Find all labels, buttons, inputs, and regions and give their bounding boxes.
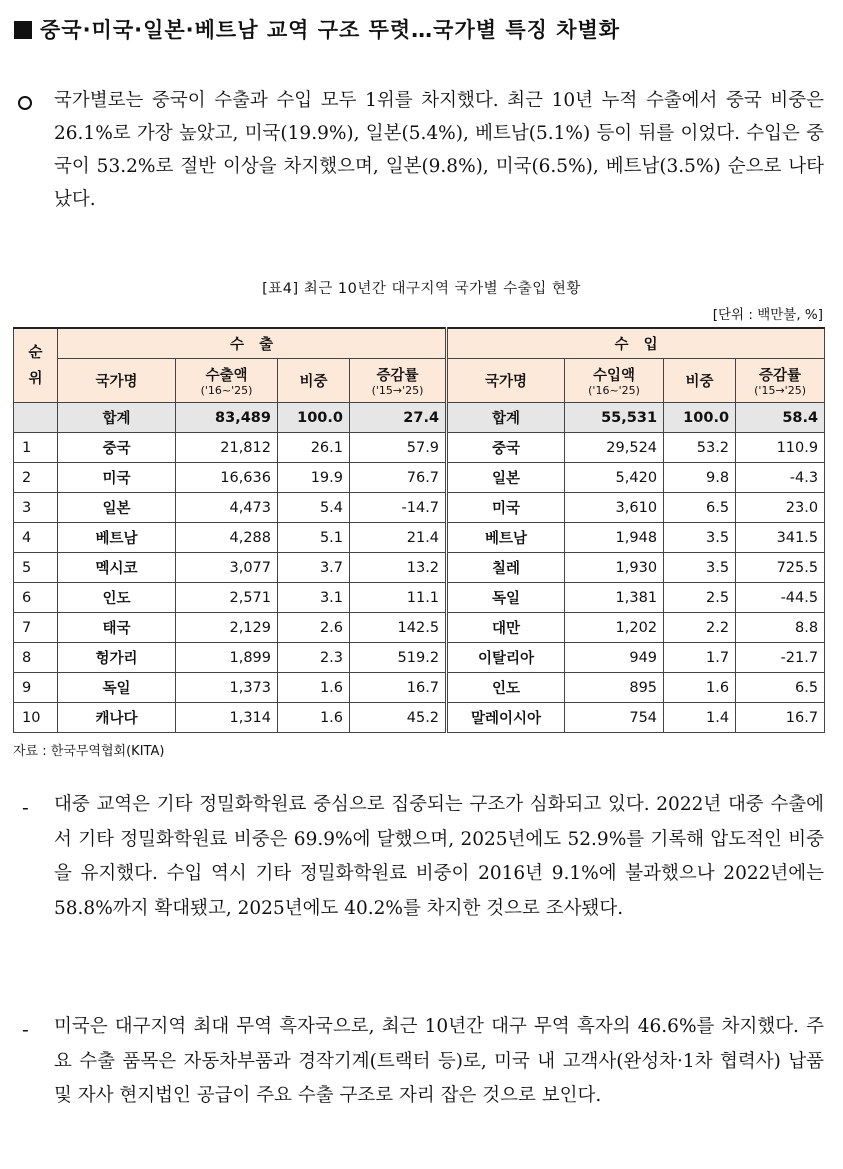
export-change-cell: 76.7 xyxy=(350,463,447,493)
import-change-cell: 8.8 xyxy=(736,613,825,643)
total-export-change: 27.4 xyxy=(350,403,447,433)
export-share-cell: 2.3 xyxy=(278,643,350,673)
import-amount-cell: 949 xyxy=(565,643,664,673)
import-amount-cell: 1,930 xyxy=(565,553,664,583)
import-country-cell: 중국 xyxy=(447,433,565,463)
import-amount-cell: 5,420 xyxy=(565,463,664,493)
import-change-cell: -44.5 xyxy=(736,583,825,613)
paragraph-china-trade: 대중 교역은 기타 정밀화학원료 중심으로 집중되는 구조가 심화되고 있다. 2022년 대중 수출에서 기타 정밀화학원료 비중은 69.9%에 달했으며, 2025년에도 52.9%를 기록해 압도적인 비중을 유지했다. 수입 역시 기타 정밀화학원료 비중이 2016년 9.1%에 불과했으나 2022년에는 58.8%까지 확대됐고, 2025년에도 40.2%를 차지한 것으로 조사됐다. xyxy=(54,794,824,919)
import-share-cell: 1.6 xyxy=(664,673,736,703)
rank-cell: 1 xyxy=(14,433,58,463)
table-row xyxy=(14,703,825,733)
import-group-header: 수 입 xyxy=(447,328,825,359)
rank-cell: 9 xyxy=(14,673,58,703)
import-country-cell: 독일 xyxy=(447,583,565,613)
total-import-share: 100.0 xyxy=(664,403,736,433)
rank-cell: 4 xyxy=(14,523,58,553)
export-share-cell: 3.7 xyxy=(278,553,350,583)
import-amount-cell: 1,202 xyxy=(565,613,664,643)
import-share-cell: 2.5 xyxy=(664,583,736,613)
export-change-cell: 45.2 xyxy=(350,703,447,733)
table-source: 자료 : 한국무역협회(KITA) xyxy=(13,744,165,759)
rank-cell: 10 xyxy=(14,703,58,733)
table-unit: [단위 : 백만불, %] xyxy=(712,307,823,323)
dash-bullet: - xyxy=(22,1017,29,1041)
export-country-cell: 인도 xyxy=(58,583,176,613)
rank-cell: 3 xyxy=(14,493,58,523)
table-row xyxy=(14,553,825,583)
export-share-cell: 1.6 xyxy=(278,673,350,703)
export-amount-cell: 2,571 xyxy=(176,583,278,613)
table-row xyxy=(14,673,825,703)
rank-cell: 7 xyxy=(14,613,58,643)
export-country-header: 국가명 xyxy=(58,359,176,403)
total-import-change: 58.4 xyxy=(736,403,825,433)
export-amount-cell: 3,077 xyxy=(176,553,278,583)
export-amount-cell: 2,129 xyxy=(176,613,278,643)
total-export-amount: 83,489 xyxy=(176,403,278,433)
export-change-cell: 57.9 xyxy=(350,433,447,463)
import-amount-cell: 3,610 xyxy=(565,493,664,523)
import-amount-cell: 895 xyxy=(565,673,664,703)
import-change-cell: 110.9 xyxy=(736,433,825,463)
import-amount-cell: 754 xyxy=(565,703,664,733)
export-amount-cell: 16,636 xyxy=(176,463,278,493)
export-share-header: 비중 xyxy=(278,359,350,403)
total-row xyxy=(14,403,825,433)
table-row xyxy=(14,493,825,523)
rank-cell: 8 xyxy=(14,643,58,673)
table-row xyxy=(14,583,825,613)
import-country-cell: 대만 xyxy=(447,613,565,643)
export-change-cell: -14.7 xyxy=(350,493,447,523)
table-row xyxy=(14,643,825,673)
table-row xyxy=(14,433,825,463)
export-amount-cell: 1,899 xyxy=(176,643,278,673)
export-import-table xyxy=(13,327,825,733)
export-change-cell: 13.2 xyxy=(350,553,447,583)
export-change-header: 증감률 ('15→'25) xyxy=(350,359,447,403)
rank-cell: 6 xyxy=(14,583,58,613)
total-export-share: 100.0 xyxy=(278,403,350,433)
import-share-cell: 1.4 xyxy=(664,703,736,733)
total-label: 합계 xyxy=(58,403,176,433)
table-row xyxy=(14,523,825,553)
rank-cell: 5 xyxy=(14,553,58,583)
import-change-header: 증감률 ('15→'25) xyxy=(736,359,825,403)
export-change-cell: 16.7 xyxy=(350,673,447,703)
import-change-cell: 341.5 xyxy=(736,523,825,553)
import-amount-cell: 29,524 xyxy=(565,433,664,463)
export-country-cell: 캐나다 xyxy=(58,703,176,733)
export-group-header: 수 출 xyxy=(58,328,447,359)
import-change-cell: 23.0 xyxy=(736,493,825,523)
import-share-cell: 53.2 xyxy=(664,433,736,463)
heading-text: 중국·미국·일본·베트남 교역 구조 뚜렷…국가별 특징 차별화 xyxy=(40,18,621,42)
export-country-cell: 멕시코 xyxy=(58,553,176,583)
export-amount-cell: 1,373 xyxy=(176,673,278,703)
import-country-cell: 말레이시아 xyxy=(447,703,565,733)
export-share-cell: 3.1 xyxy=(278,583,350,613)
rank-header: 순위 xyxy=(14,328,58,403)
export-share-cell: 5.1 xyxy=(278,523,350,553)
import-change-cell: -21.7 xyxy=(736,643,825,673)
import-country-cell: 미국 xyxy=(447,493,565,523)
export-change-cell: 21.4 xyxy=(350,523,447,553)
import-share-cell: 1.7 xyxy=(664,643,736,673)
export-share-cell: 2.6 xyxy=(278,613,350,643)
export-country-cell: 독일 xyxy=(58,673,176,703)
dash-bullet: - xyxy=(22,795,29,819)
total-import-amount: 55,531 xyxy=(565,403,664,433)
rank-cell: 2 xyxy=(14,463,58,493)
import-country-cell: 이탈리아 xyxy=(447,643,565,673)
table-caption: [표4] 최근 10년간 대구지역 국가별 수출입 현황 xyxy=(262,281,581,297)
intro-paragraph: 국가별로는 중국이 수출과 수입 모두 1위를 차지했다. 최근 10년 누적 수출에서 중국 비중은 26.1%로 가장 높았고, 미국(19.9%), 일본(5.4%), 베트남(5.1%) 등이 뒤를 이었다. 수입은 중국이 53.2%로 절반 이상을 차지했으며, 일본(9.8%), 미국(6.5%), 베트남(3.5%) 순으로 나타났다. xyxy=(54,90,824,210)
export-country-cell: 베트남 xyxy=(58,523,176,553)
export-share-cell: 19.9 xyxy=(278,463,350,493)
export-country-cell: 일본 xyxy=(58,493,176,523)
circle-bullet-icon xyxy=(18,94,32,115)
export-amount-cell: 21,812 xyxy=(176,433,278,463)
export-amount-cell: 4,473 xyxy=(176,493,278,523)
export-change-cell: 11.1 xyxy=(350,583,447,613)
export-country-cell: 미국 xyxy=(58,463,176,493)
export-change-cell: 519.2 xyxy=(350,643,447,673)
export-share-cell: 1.6 xyxy=(278,703,350,733)
export-country-cell: 헝가리 xyxy=(58,643,176,673)
import-share-cell: 2.2 xyxy=(664,613,736,643)
export-share-cell: 26.1 xyxy=(278,433,350,463)
export-country-cell: 중국 xyxy=(58,433,176,463)
import-country-header: 국가명 xyxy=(447,359,565,403)
import-amount-cell: 1,948 xyxy=(565,523,664,553)
export-amount-cell: 1,314 xyxy=(176,703,278,733)
export-amount-cell: 4,288 xyxy=(176,523,278,553)
import-share-cell: 3.5 xyxy=(664,523,736,553)
import-share-cell: 9.8 xyxy=(664,463,736,493)
import-country-cell: 일본 xyxy=(447,463,565,493)
import-change-cell: -4.3 xyxy=(736,463,825,493)
import-change-cell: 725.5 xyxy=(736,553,825,583)
table-row xyxy=(14,613,825,643)
import-amount-cell: 1,381 xyxy=(565,583,664,613)
section-heading xyxy=(14,14,620,44)
import-share-header: 비중 xyxy=(664,359,736,403)
export-change-cell: 142.5 xyxy=(350,613,447,643)
import-share-cell: 6.5 xyxy=(664,493,736,523)
export-amount-header: 수출액 ('16~'25) xyxy=(176,359,278,403)
paragraph-us-trade: 미국은 대구지역 최대 무역 흑자국으로, 최근 10년간 대구 무역 흑자의 46.6%를 차지했다. 주요 수출 품목은 자동차부품과 경작기계(트랙터 등)로, 미국 내 고객사(완성차·1차 협력사) 납품 및 자사 현지법인 공급이 주요 수출 구조로 자리 잡은 것으로 보인다. xyxy=(54,1016,824,1106)
import-country-cell: 인도 xyxy=(447,673,565,703)
import-country-cell: 칠레 xyxy=(447,553,565,583)
import-change-cell: 6.5 xyxy=(736,673,825,703)
import-change-cell: 16.7 xyxy=(736,703,825,733)
export-share-cell: 5.4 xyxy=(278,493,350,523)
total-import-label: 합계 xyxy=(447,403,565,433)
import-amount-header: 수입액 ('16~'25) xyxy=(565,359,664,403)
import-country-cell: 베트남 xyxy=(447,523,565,553)
export-country-cell: 태국 xyxy=(58,613,176,643)
table-row xyxy=(14,463,825,493)
import-share-cell: 3.5 xyxy=(664,553,736,583)
black-square-icon xyxy=(14,21,32,39)
total-rank-cell xyxy=(14,403,58,433)
